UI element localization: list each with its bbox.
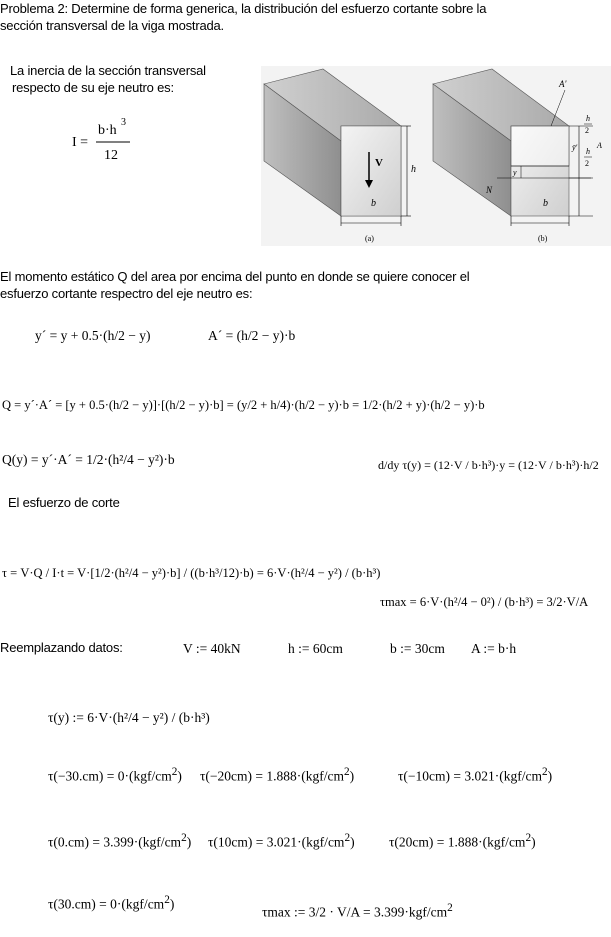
- unit-den: cm: [164, 834, 182, 850]
- var-a: A := b·h: [471, 641, 517, 656]
- area-a-label: A: [597, 141, 602, 150]
- caption-b: (b): [538, 234, 548, 243]
- height-h-label-a: h: [411, 164, 416, 175]
- result-3: $\tau(-10cm) = 3.021\cdot(kgf/cm^2)$: [398, 766, 553, 784]
- replace-label: Reemplazando datos:: [0, 640, 123, 655]
- unit-exp: 2: [344, 766, 350, 778]
- result-1-arg: τ(−30.cm): [48, 768, 104, 784]
- result-6-arg: τ(20cm): [389, 834, 434, 850]
- result-1: $\tau(-30.cm) = 0\cdot(kgf/cm^2)$: [48, 766, 182, 784]
- caption-a: (a): [365, 234, 374, 243]
- inertia-line-1: La inercia de la sección transversal: [10, 63, 206, 78]
- unit-den: cm: [525, 768, 543, 784]
- unit-num: kgf: [305, 768, 324, 784]
- h-half-bot-num: h: [586, 147, 590, 156]
- unit-exp: 2: [447, 902, 453, 914]
- result-5-val: 3.021: [266, 834, 298, 850]
- h-half-bot-den: 2: [585, 159, 589, 168]
- unit-num: kgf: [125, 896, 144, 912]
- dtau-formula: d/dy τ(y) = (12·V / b·h³)·y = (12·V / b·h³)·h/2: [378, 458, 599, 472]
- unit-den: cm: [327, 834, 345, 850]
- result-5: $\tau(10cm) = 3.021\cdot(kgf/cm^2)$: [208, 832, 355, 850]
- neutral-axis-n-label: N: [486, 185, 493, 195]
- h-half-top-num: h: [586, 114, 590, 123]
- tau-max-final: τmax := $3/2 \cdot V/A = 3.399\cdot kgf/cm^2$: [262, 902, 453, 920]
- result-5-arg: τ(10cm): [208, 834, 253, 850]
- shear-heading: El esfuerzo de corte: [8, 495, 120, 510]
- result-4-arg: τ(0.cm): [48, 834, 90, 850]
- result-4: $\tau(0.cm) = 3.399\cdot(kgf/cm^2)$: [48, 832, 192, 850]
- unit-exp: 2: [525, 832, 532, 844]
- unit-exp: 2: [344, 832, 351, 844]
- moment-line-2: esfuerzo cortante respectro del eje neutro es:: [0, 286, 253, 301]
- var-b: b := 30cm: [390, 641, 445, 656]
- result-6-val: 1.888: [447, 834, 479, 850]
- inertia-den: 12: [104, 148, 118, 163]
- tau-equation: τ = V·Q / I·t = V·[1/2·(h²/4 − y²)·b] / ((b·h³/12)·b) = 6·V·(h²/4 − y²) / (b·h³): [2, 566, 381, 580]
- unit-exp: 2: [542, 766, 548, 778]
- tau-definition: τ(y) := 6·V·(h²/4 − y²) / (b·h³): [48, 710, 210, 725]
- result-3-val: 3.021: [464, 768, 495, 784]
- inertia-num: b·h: [98, 123, 117, 138]
- problem-statement: [0, 0, 486, 34]
- tau-max-final-expr: 3/2 · V/A: [308, 904, 360, 920]
- tau-max-final-lhs: τmax :=: [262, 904, 306, 920]
- yprime-formula: y´ = y + 0.5·(h/2 − y): [35, 328, 151, 343]
- unit-den: cm: [327, 768, 345, 784]
- beam-figure: [261, 66, 611, 246]
- result-7-val: 0: [110, 896, 117, 912]
- result-7-arg: τ(30.cm): [48, 896, 96, 912]
- result-7: $\tau(30.cm) = 0\cdot(kgf/cm^2)$: [48, 894, 175, 912]
- q-of-y-formula: Q(y) = y´·A´ = 1/2·(h²/4 − y²)·b: [2, 452, 175, 467]
- result-2-arg: τ(−20cm): [200, 768, 253, 784]
- unit-num: kgf: [142, 834, 161, 850]
- inertia-exp: 3: [121, 117, 126, 128]
- unit-den: cm: [430, 904, 448, 920]
- result-2: $\tau(-20cm) = 1.888\cdot(kgf/cm^2)$: [200, 766, 355, 784]
- tau-max-final-val: 3.399: [373, 904, 405, 920]
- result-4-val: 3.399: [103, 834, 134, 850]
- unit-num: kgf: [306, 834, 325, 850]
- inertia-formula: [60, 112, 150, 167]
- unit-exp: 2: [171, 766, 178, 778]
- q-full-formula: Q = y´·A´ = [y + 0.5·(h/2 − y)]·[(h/2 − y)·b] = (y/2 + h/4)·(h/2 − y)·b = 1/2·(h/2 + y)·(h/2 − y)·b: [2, 398, 485, 412]
- unit-num: kgf: [503, 768, 522, 784]
- inertia-lhs: I =: [72, 135, 89, 150]
- width-b-label-b: b: [543, 198, 548, 209]
- shear-v-label: V: [375, 157, 383, 169]
- unit-den: cm: [508, 834, 526, 850]
- unit-exp: 2: [164, 894, 170, 906]
- inertia-text: [10, 62, 206, 96]
- var-v: V := 40kN: [183, 641, 241, 656]
- area-aprime-label: A': [559, 79, 567, 89]
- var-h: h := 60cm: [288, 641, 343, 656]
- problem-line-1: Problema 2: Determine de forma generica, la distribución del esfuerzo cortante sobre la: [0, 1, 487, 16]
- ybar-label: ȳ': [572, 143, 578, 152]
- unit-num: kgf: [408, 904, 427, 920]
- moment-text: [0, 268, 469, 302]
- unit-exp: 2: [181, 832, 187, 844]
- result-6: $\tau(20cm) = 1.888\cdot(kgf/cm^2)$: [389, 832, 536, 850]
- aprime-formula: A´ = (h/2 − y)·b: [208, 328, 296, 343]
- inertia-line-2: respecto de su eje neutro es:: [12, 80, 174, 95]
- unit-num: kgf: [487, 834, 506, 850]
- unit-den: cm: [147, 896, 165, 912]
- width-b-label-a: b: [371, 198, 376, 209]
- result-1-val: 0: [117, 768, 125, 784]
- unit-num: kgf: [133, 768, 152, 784]
- y-label: y: [513, 168, 517, 177]
- problem-line-2: sección transversal de la viga mostrada.: [0, 18, 224, 33]
- moment-line-1: El momento estático Q del area por encima del punto en donde se quiere conocer el: [0, 269, 470, 284]
- tau-max-equation: τmax = 6·V·(h²/4 − 0²) / (b·h³) = 3/2·V/A: [380, 595, 589, 609]
- h-half-top-den: 2: [585, 126, 589, 135]
- unit-den: cm: [155, 768, 172, 784]
- result-3-arg: τ(−10cm): [398, 768, 451, 784]
- result-2-val: 1.888: [266, 768, 297, 784]
